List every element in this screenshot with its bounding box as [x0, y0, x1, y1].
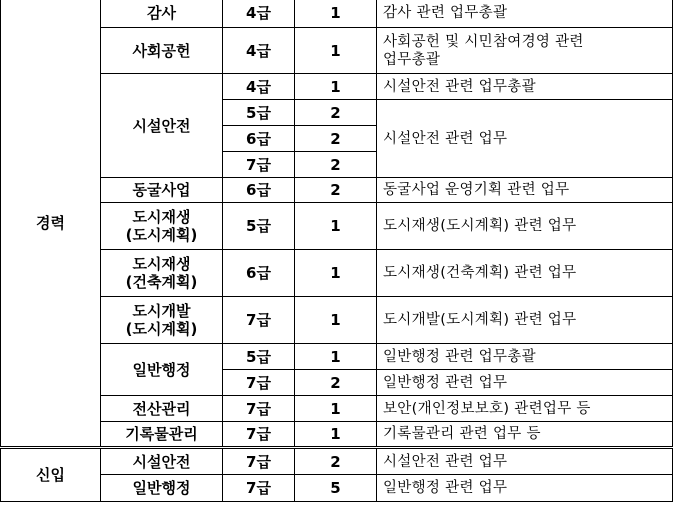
count-cell: 2 — [295, 448, 377, 475]
count-cell: 1 — [295, 203, 377, 250]
field-cell: 시설안전 — [101, 448, 223, 475]
count-cell: 1 — [295, 396, 377, 422]
grade-cell: 4급 — [223, 28, 295, 74]
table-row — [1, 203, 673, 250]
count-cell: 1 — [295, 28, 377, 74]
grade-cell: 5급 — [223, 203, 295, 250]
duty-cell: 도시재생(건축계획) 관련 업무 — [377, 250, 673, 297]
duty-cell: 감사 관련 업무총괄 — [377, 0, 673, 28]
count-cell: 2 — [295, 152, 377, 178]
grade-cell: 7급 — [223, 422, 295, 448]
count-cell: 2 — [295, 370, 377, 396]
section-new: 신입 — [1, 448, 101, 502]
field-cell: 시설안전 — [101, 74, 223, 178]
grade-cell: 6급 — [223, 250, 295, 297]
field-cell: 일반행정 — [101, 344, 223, 396]
duty-cell: 동굴사업 운영기획 관련 업무 — [377, 178, 673, 203]
duty-cell: 사회공헌 및 시민참여경영 관련 업무총괄 — [377, 28, 673, 74]
field-cell: 도시개발 (도시계획) — [101, 297, 223, 344]
table-row — [1, 396, 673, 422]
count-cell: 1 — [295, 74, 377, 100]
duty-cell: 일반행정 관련 업무 — [377, 475, 673, 502]
grade-cell: 4급 — [223, 0, 295, 28]
table-row — [1, 475, 673, 502]
duty-cell: 시설안전 관련 업무 — [377, 448, 673, 475]
count-cell: 2 — [295, 100, 377, 126]
grade-cell: 7급 — [223, 152, 295, 178]
grade-cell: 7급 — [223, 448, 295, 475]
count-cell: 1 — [295, 0, 377, 28]
table-row — [1, 178, 673, 203]
table-row — [1, 297, 673, 344]
table-row — [1, 74, 673, 100]
grade-cell: 7급 — [223, 370, 295, 396]
count-cell: 2 — [295, 126, 377, 152]
table-row — [1, 0, 673, 28]
count-cell: 2 — [295, 178, 377, 203]
grade-cell: 7급 — [223, 475, 295, 502]
grade-cell: 7급 — [223, 297, 295, 344]
count-cell: 5 — [295, 475, 377, 502]
duty-cell: 도시재생(도시계획) 관련 업무 — [377, 203, 673, 250]
table-row — [1, 344, 673, 370]
section-career: 경력 — [1, 0, 101, 448]
duty-cell: 일반행정 관련 업무총괄 — [377, 344, 673, 370]
count-cell: 1 — [295, 297, 377, 344]
table-row — [1, 28, 673, 74]
table-row — [1, 250, 673, 297]
grade-cell: 6급 — [223, 126, 295, 152]
grade-cell: 6급 — [223, 178, 295, 203]
field-cell: 사회공헌 — [101, 28, 223, 74]
field-cell: 기록물관리 — [101, 422, 223, 448]
field-cell: 도시재생 (도시계획) — [101, 203, 223, 250]
field-cell: 감사 — [101, 0, 223, 28]
duty-cell: 기록물관리 관련 업무 등 — [377, 422, 673, 448]
grade-cell: 7급 — [223, 396, 295, 422]
grade-cell: 5급 — [223, 100, 295, 126]
field-cell: 도시재생 (건축계획) — [101, 250, 223, 297]
count-cell: 1 — [295, 422, 377, 448]
count-cell: 1 — [295, 250, 377, 297]
duty-cell: 일반행정 관련 업무 — [377, 370, 673, 396]
field-cell: 전산관리 — [101, 396, 223, 422]
table-row — [1, 422, 673, 448]
duty-cell: 시설안전 관련 업무총괄 — [377, 74, 673, 100]
grade-cell: 5급 — [223, 344, 295, 370]
grade-cell: 4급 — [223, 74, 295, 100]
field-cell: 동굴사업 — [101, 178, 223, 203]
table-row — [1, 448, 673, 475]
count-cell: 1 — [295, 344, 377, 370]
duty-cell: 시설안전 관련 업무 — [377, 100, 673, 178]
field-cell: 일반행정 — [101, 475, 223, 502]
duty-cell: 보안(개인정보보호) 관련업무 등 — [377, 396, 673, 422]
duty-cell: 도시개발(도시계획) 관련 업무 — [377, 297, 673, 344]
